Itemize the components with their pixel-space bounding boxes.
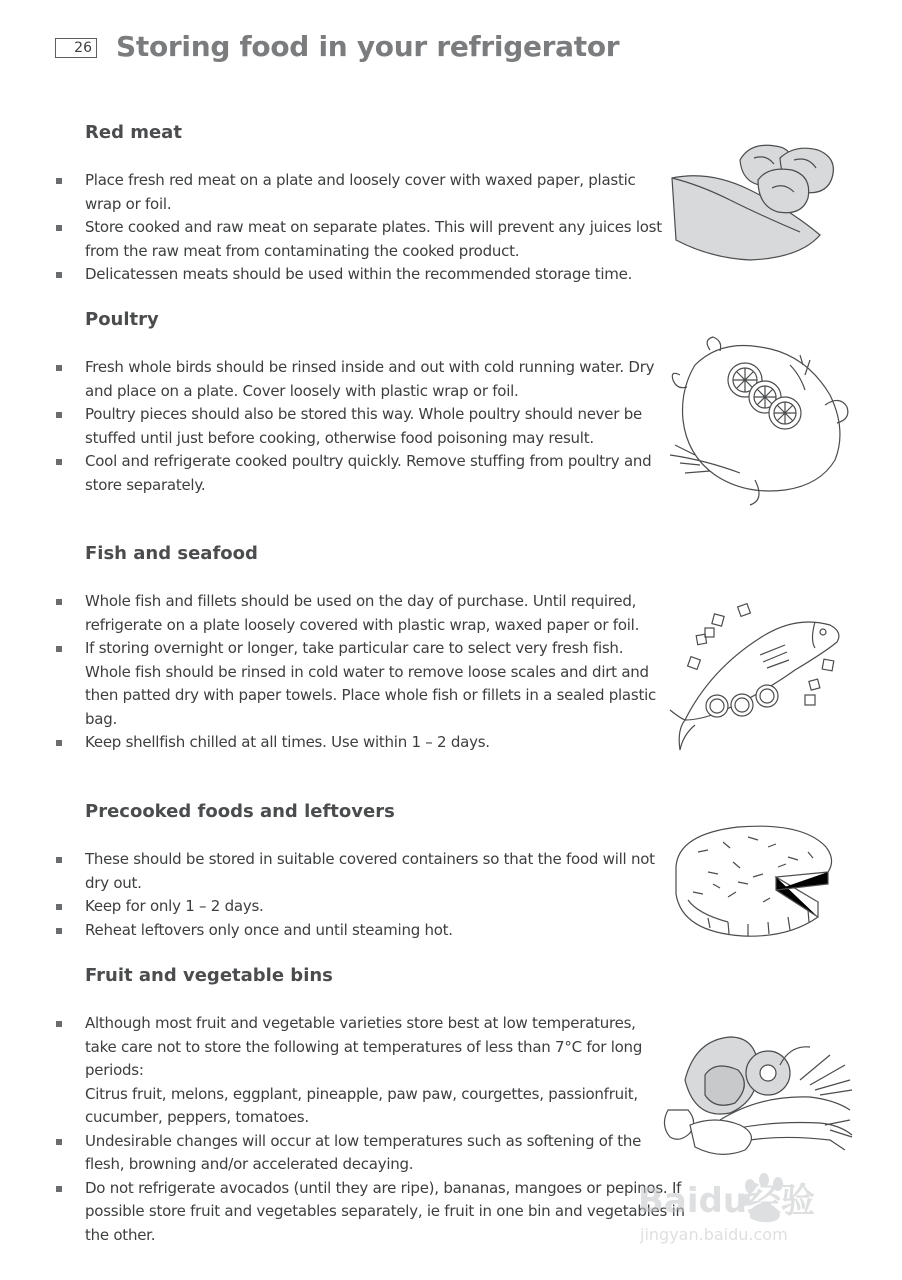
list-item: Store cooked and raw meat on separate plates. This will prevent any juices lost from the raw meat from contaminating the cooked product. (55, 216, 665, 263)
page-title: Storing food in your refrigerator (116, 30, 620, 63)
list-item: Keep shellfish chilled at all times. Use within 1 – 2 days. (55, 731, 665, 755)
section-fruit-vegetable-bins (55, 964, 685, 1247)
bullet-list (55, 1012, 685, 1247)
list-item: Delicatessen meats should be used within the recommended storage time. (55, 263, 725, 287)
watermark-brand-text: Baidu经验 (638, 1181, 816, 1221)
page-number: 26 (55, 38, 97, 58)
produce-list-note: Citrus fruit, melons, eggplant, pineapple, paw paw, courgettes, passionfruit, cucumber, peppers, tomatoes. (85, 1084, 638, 1126)
list-item: Do not refrigerate avocados (until they are ripe), bananas, mangoes or pepinos. If possible store fruit and vegetables separately, ie fruit in one bin and vegetables in the other. (55, 1177, 685, 1248)
section-precooked-leftovers (55, 800, 665, 942)
fish-illustration (665, 600, 850, 755)
vegetables-illustration (660, 1025, 855, 1175)
bullet-list (55, 590, 665, 755)
list-item: Cool and refrigerate cooked poultry quickly. Remove stuffing from poultry and store separately. (55, 450, 665, 497)
red-meat-illustration (670, 140, 850, 270)
baidu-watermark-logo (638, 1168, 858, 1248)
section-heading: Fruit and vegetable bins (85, 965, 333, 986)
list-item: Whole fish and fillets should be used on the day of purchase. Until required, refrigerate on a plate loosely covered with plastic wrap, waxed paper or foil. (55, 590, 665, 637)
leftovers-pie-illustration (668, 822, 850, 947)
section-heading: Red meat (85, 122, 182, 143)
section-heading: Precooked foods and leftovers (85, 801, 395, 822)
list-item: If storing overnight or longer, take particular care to select very fresh fish. Whole fish should be rinsed in cold water to remove loose scales and dirt and then patted dry with paper towels. Place whole fish or fillets in a sealed plastic bag. (55, 637, 665, 731)
section-heading: Fish and seafood (85, 543, 258, 564)
section-poultry (55, 308, 665, 497)
bullet-list (55, 169, 665, 287)
bullet-list (55, 356, 665, 497)
list-item-text: Although most fruit and vegetable varieties store best at low temperatures, take care not to store the following at temperatures of less than 7°C for long periods: (85, 1014, 643, 1079)
list-item: Place fresh red meat on a plate and loosely cover with waxed paper, plastic wrap or foil. (55, 169, 665, 216)
watermark-url-text: jingyan.baidu.com (640, 1225, 788, 1244)
poultry-illustration (665, 335, 855, 510)
list-item: Reheat leftovers only once and until steaming hot. (55, 919, 665, 943)
section-red-meat (55, 121, 665, 287)
list-item: These should be stored in suitable covered containers so that the food will not dry out. (55, 848, 665, 895)
bullet-list (55, 848, 665, 942)
section-fish-seafood (55, 542, 665, 755)
list-item: Undesirable changes will occur at low temperatures such as softening of the flesh, browning and/or accelerated decaying. (55, 1130, 665, 1177)
list-item: Poultry pieces should also be stored this way. Whole poultry should never be stuffed until just before cooking, otherwise food poisoning may result. (55, 403, 665, 450)
list-item (55, 1012, 665, 1130)
section-heading: Poultry (85, 309, 159, 330)
list-item: Fresh whole birds should be rinsed inside and out with cold running water. Dry and place on a plate. Cover loosely with plastic wrap or foil. (55, 356, 665, 403)
list-item: Keep for only 1 – 2 days. (55, 895, 665, 919)
